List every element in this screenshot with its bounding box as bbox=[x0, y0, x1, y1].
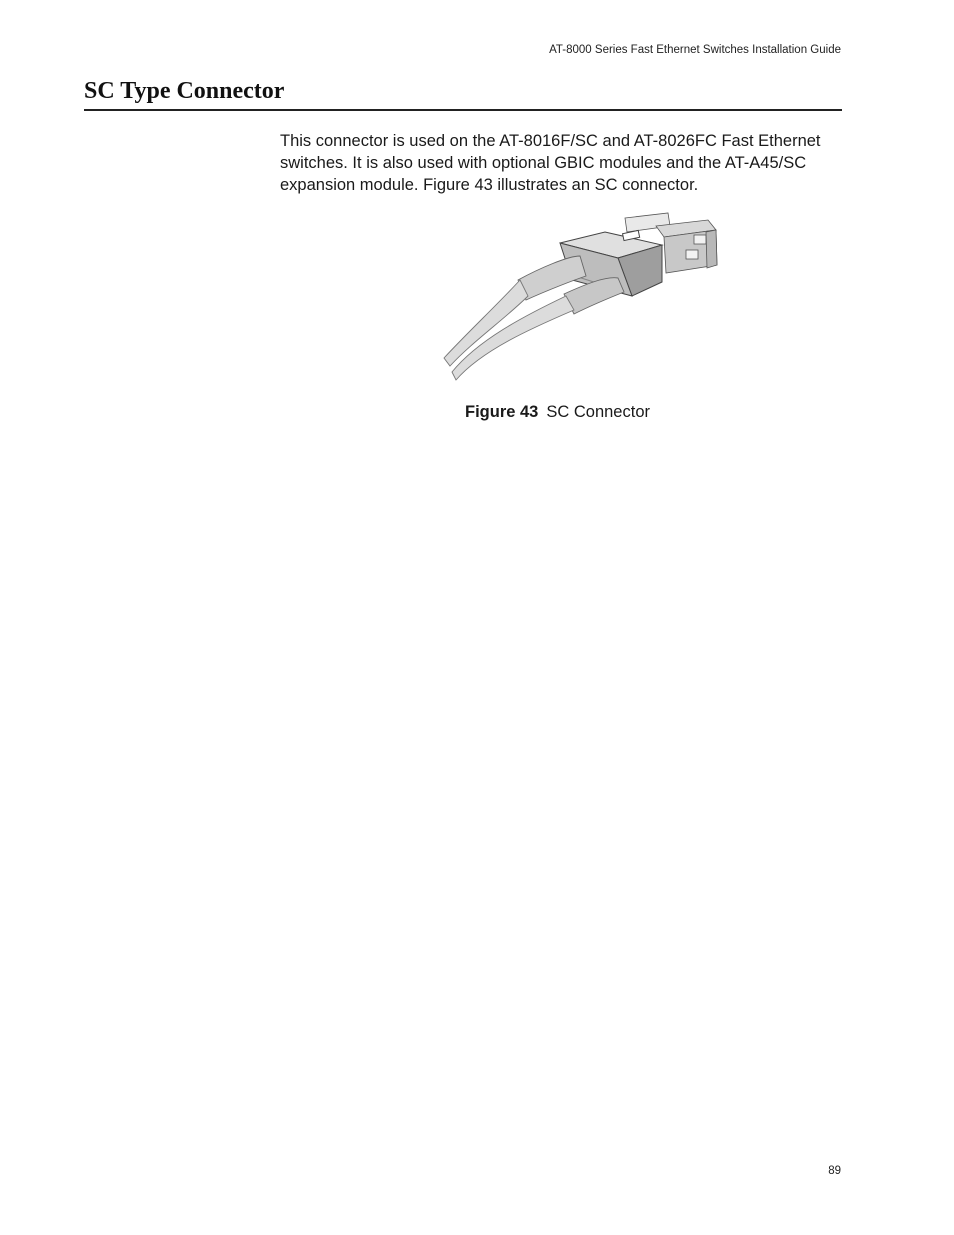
title-rule bbox=[84, 109, 842, 111]
body-paragraph: This connector is used on the AT-8016F/SC and AT-8026FC Fast Ethernet switches. It is also used with optional GBIC modules and the AT-A45/SC expansion module. Figure 43 illustrates an SC connector. bbox=[280, 132, 821, 194]
fiber-cables bbox=[444, 280, 574, 380]
running-header: AT-8000 Series Fast Ethernet Switches Installation Guide bbox=[549, 44, 841, 56]
sc-connector-illustration bbox=[440, 210, 730, 390]
figure-caption-text: SC Connector bbox=[546, 403, 650, 421]
section-title: SC Type Connector bbox=[84, 78, 285, 104]
figure-label: Figure 43 bbox=[465, 403, 539, 421]
page-number: 89 bbox=[828, 1165, 841, 1177]
figure-caption bbox=[465, 403, 650, 422]
sc-connector-figure bbox=[440, 210, 730, 390]
